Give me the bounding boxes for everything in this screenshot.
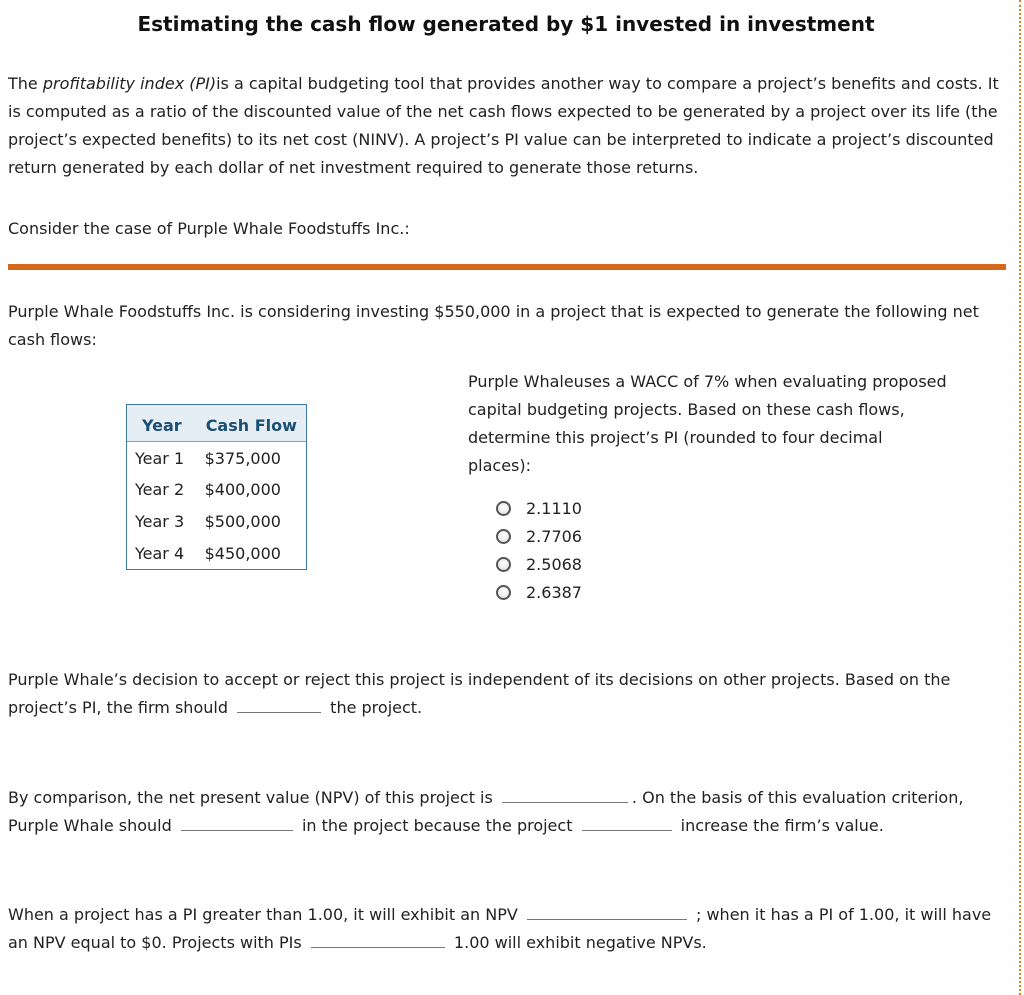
pi-option-4[interactable]	[496, 578, 582, 606]
npv-text-1: By comparison, the net present value (NPV) of this project is	[8, 788, 493, 807]
radio-button[interactable]	[496, 529, 511, 544]
rule-text-3: 1.00 will exhibit negative NPVs.	[453, 933, 707, 952]
column-header-year: Year	[127, 405, 197, 442]
npv-value-dropdown[interactable]	[502, 784, 628, 803]
intro-lead: The	[8, 74, 43, 93]
pi-question: Purple Whaleuses a WACC of 7% when evaluating proposed capital budgeting projects. Based on these cash flows, determine this project’s PI (rounded to four decimal places):	[468, 372, 947, 475]
table-row	[127, 506, 306, 538]
option-label: 2.6387	[526, 582, 582, 602]
table-cell-year: Year 4	[135, 543, 185, 563]
column-header-cash-flow: Cash Flow	[197, 405, 306, 442]
table-cell-cash-flow: $500,000	[204, 512, 281, 532]
radio-button[interactable]	[496, 557, 511, 572]
decision-text-1: Purple Whale’s decision to accept or reject this project is independent of its decisions on other projects. Based on the project’s PI, the firm should	[8, 670, 951, 717]
table-row	[127, 442, 306, 474]
invest-dropdown[interactable]	[181, 812, 293, 831]
npv-paragraph	[8, 784, 1008, 840]
table-cell-cash-flow: $375,000	[204, 448, 281, 468]
intro-rest: is a capital budgeting tool that provides another way to compare a project’s benefits and costs. It is computed as a ratio of the discounted value of the net cash flows expected to be generated by a project over its life (the project’s expected benefits) to its net cost (NINV). A project’s PI value can be interpreted to indicate a project’s discounted return generated by each dollar of net investment required to generate those returns.	[8, 74, 999, 177]
intro-paragraph	[8, 70, 1008, 182]
section-divider	[8, 264, 1006, 270]
table-row	[127, 474, 306, 506]
table-cell-cash-flow: $400,000	[204, 480, 281, 500]
npv-sign-dropdown[interactable]	[527, 901, 687, 920]
intro-term: profitability index (PI)	[42, 74, 217, 93]
table-header-row	[127, 405, 306, 442]
pi-comparison-dropdown[interactable]	[311, 929, 445, 948]
decision-paragraph	[8, 666, 1008, 722]
decision-text-2: the project.	[330, 698, 423, 717]
npv-text-2: . On the basis of this evaluation criterion, Purple Whale should	[8, 788, 964, 835]
scenario-text: Purple Whale Foodstuffs Inc. is considering investing $550,000 in a project that is expected to generate the following net cash flows:	[8, 302, 979, 349]
pi-option-1[interactable]	[496, 494, 582, 522]
rule-paragraph	[8, 901, 1008, 957]
table-cell-year: Year 3	[135, 512, 185, 532]
value-effect-dropdown[interactable]	[582, 812, 672, 831]
table-cell-year: Year 2	[135, 480, 185, 500]
radio-button[interactable]	[496, 501, 511, 516]
option-label: 2.1110	[526, 498, 582, 518]
npv-text-4: increase the firm’s value.	[680, 816, 884, 835]
cash-flow-table	[126, 404, 307, 570]
table-row	[127, 537, 306, 569]
option-label: 2.5068	[526, 554, 582, 574]
consider-text: Consider the case of Purple Whale Foodstuffs Inc.:	[8, 219, 410, 238]
table-cell-cash-flow: $450,000	[204, 543, 281, 563]
table-cell-year: Year 1	[135, 448, 185, 468]
pi-answer-options	[496, 494, 582, 606]
npv-text-3: in the project because the project	[301, 816, 573, 835]
pi-option-2[interactable]	[496, 522, 582, 550]
decision-dropdown[interactable]	[237, 694, 321, 713]
rule-text-2: ; when it has a PI of 1.00, it will have an NPV equal to $0. Projects with PIs	[8, 905, 992, 952]
rule-text-1: When a project has a PI greater than 1.00, it will exhibit an NPV	[8, 905, 518, 924]
right-dotted-border	[1019, 0, 1021, 995]
option-label: 2.7706	[526, 526, 582, 546]
radio-button[interactable]	[496, 585, 511, 600]
page-title: Estimating the cash flow generated by $1 invested in investment	[137, 12, 875, 36]
pi-option-3[interactable]	[496, 550, 582, 578]
